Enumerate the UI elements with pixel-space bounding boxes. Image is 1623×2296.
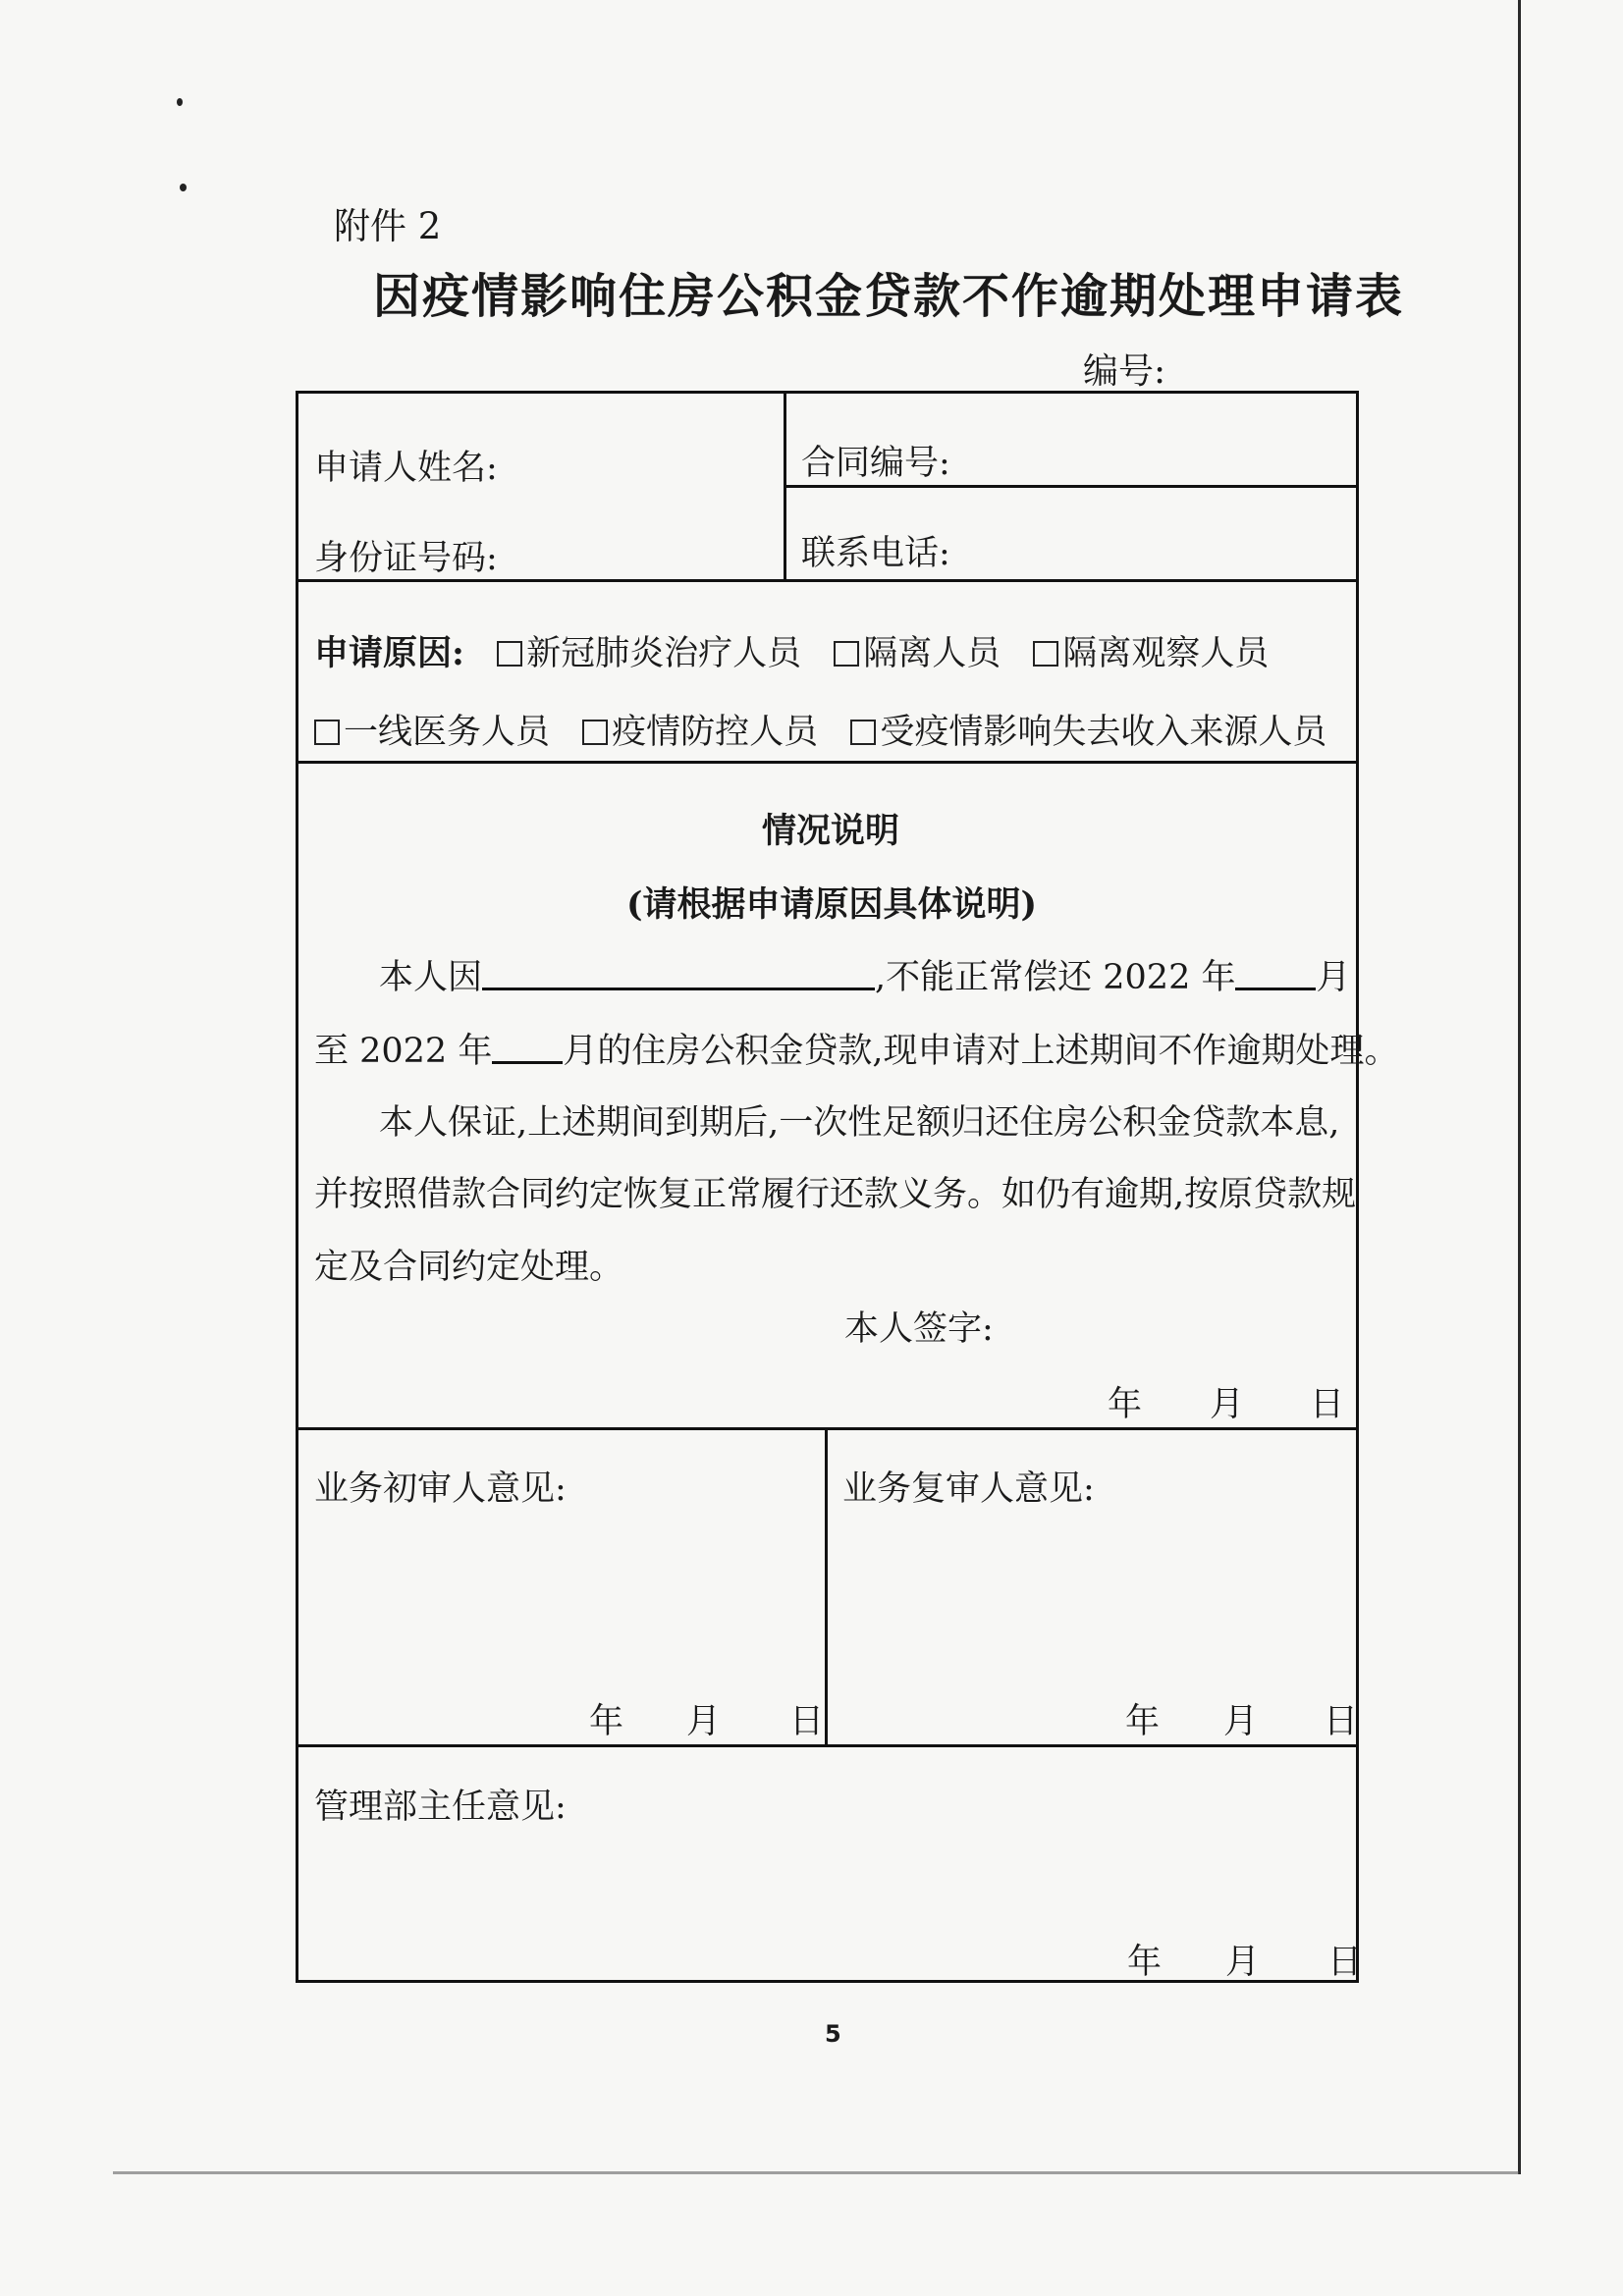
id-number-field[interactable]: 身份证号码:	[314, 539, 498, 578]
statement-text: 月	[1316, 958, 1351, 997]
applicant-date-day: 日	[1310, 1385, 1345, 1424]
divider	[298, 1744, 1356, 1747]
checkbox[interactable]	[834, 641, 859, 667]
reason-option-quarantine[interactable]	[834, 634, 1001, 673]
second-review-label[interactable]: 业务复审人意见:	[842, 1469, 1095, 1509]
statement-text: 至 2022 年	[314, 1032, 493, 1071]
second-review-date-year: 年	[1125, 1702, 1161, 1741]
form-title: 因疫情影响住房公积金贷款不作逾期处理申请表	[373, 269, 1405, 324]
second-review-date-month: 月	[1223, 1702, 1259, 1741]
statement-heading: 情况说明	[762, 811, 900, 851]
reason-option-frontline-medical[interactable]	[314, 713, 550, 752]
divider	[298, 761, 1356, 764]
reason-option-label: 疫情防控人员	[612, 713, 819, 752]
statement-paragraph-3-line-3: 定及合同约定处理。	[314, 1248, 624, 1287]
reason-option-label: 受疫情影响失去收入来源人员	[880, 713, 1327, 752]
applicant-name-field[interactable]: 申请人姓名:	[314, 449, 498, 488]
first-review-date-month: 月	[686, 1702, 722, 1741]
reason-option-observation[interactable]	[1033, 634, 1269, 673]
reason-row-1	[314, 626, 1290, 675]
reason-option-label: 隔离观察人员	[1062, 634, 1270, 673]
first-review-label[interactable]: 业务初审人意见:	[314, 1469, 567, 1509]
reason-option-income-loss[interactable]	[850, 713, 1326, 752]
start-month-blank[interactable]	[1235, 958, 1316, 990]
divider	[825, 1427, 828, 1744]
divider	[784, 394, 786, 579]
reason-option-covid-treatment[interactable]	[497, 634, 801, 673]
director-review-date-year: 年	[1127, 1943, 1163, 1982]
first-review-date-day: 日	[789, 1702, 825, 1741]
checkbox[interactable]	[1033, 641, 1058, 667]
page-number: 5	[825, 2020, 841, 2048]
statement-text: 本人因	[379, 958, 483, 997]
page-edge-right	[1518, 0, 1521, 2174]
attachment-label: 附件 2	[334, 205, 442, 247]
reason-blank[interactable]	[482, 958, 875, 990]
reason-row-2	[314, 705, 1348, 754]
checkbox[interactable]	[314, 720, 340, 745]
statement-paragraph-3-line-1: 本人保证,上述期间到期后,一次性足额归还住房公积金贷款本息,	[379, 1103, 1340, 1143]
statement-paragraph-2	[314, 1024, 1398, 1073]
checkbox[interactable]	[582, 720, 608, 745]
scan-speck	[177, 98, 183, 106]
divider	[784, 485, 1356, 488]
director-review-date-day: 日	[1327, 1943, 1363, 1982]
page-edge-bottom	[113, 2171, 1519, 2174]
applicant-date-month: 月	[1210, 1385, 1245, 1424]
scan-speck	[180, 184, 187, 191]
serial-number-label: 编号:	[1083, 351, 1166, 392]
contract-number-field[interactable]: 合同编号:	[801, 444, 950, 483]
statement-text: 月的住房公积金贷款,现申请对上述期间不作逾期处理。	[563, 1032, 1399, 1071]
statement-subheading: (请根据申请原因具体说明)	[626, 884, 1038, 925]
reason-option-label: 一线医务人员	[344, 713, 551, 752]
reason-option-epidemic-control[interactable]	[582, 713, 818, 752]
checkbox[interactable]	[497, 641, 522, 667]
checkbox[interactable]	[850, 720, 876, 745]
statement-paragraph-1	[379, 950, 1350, 999]
first-review-date-year: 年	[589, 1702, 624, 1741]
application-form	[296, 391, 1399, 1983]
second-review-date-day: 日	[1324, 1702, 1359, 1741]
applicant-date-year: 年	[1108, 1385, 1143, 1424]
signature-label[interactable]: 本人签字:	[844, 1309, 994, 1349]
phone-field[interactable]: 联系电话:	[801, 534, 950, 573]
director-review-label[interactable]: 管理部主任意见:	[314, 1788, 567, 1827]
reason-option-label: 新冠肺炎治疗人员	[526, 634, 802, 673]
statement-paragraph-3-line-2: 并按照借款合同约定恢复正常履行还款义务。如仍有逾期,按原贷款规	[314, 1175, 1357, 1214]
director-review-date-month: 月	[1225, 1943, 1261, 1982]
end-month-blank[interactable]	[492, 1032, 563, 1064]
reason-label: 申请原因:	[314, 633, 464, 673]
reason-option-label: 隔离人员	[863, 634, 1001, 673]
statement-text: ,不能正常偿还 2022 年	[875, 958, 1236, 997]
